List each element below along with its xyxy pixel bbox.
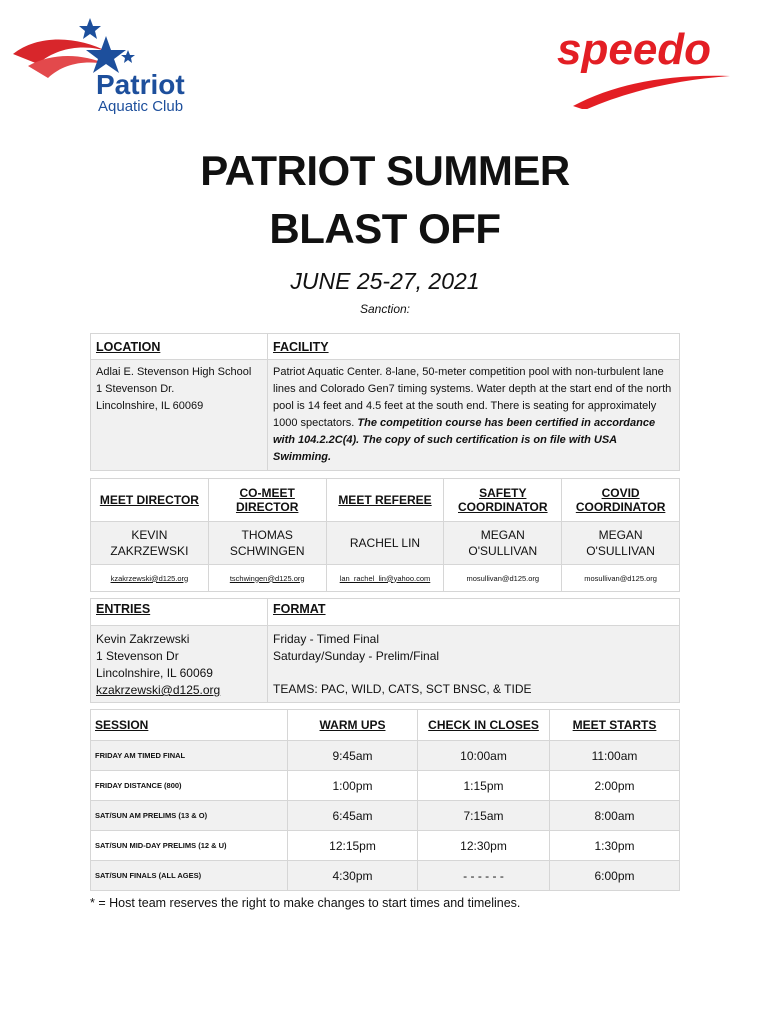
entries-details bbox=[91, 626, 268, 703]
warmup-time: 9:45am bbox=[288, 741, 418, 771]
table-row bbox=[91, 771, 680, 801]
checkin-time: 12:30pm bbox=[418, 831, 550, 861]
logo-text-aquatic-club: Aquatic Club bbox=[98, 98, 184, 114]
entries-format-table bbox=[90, 598, 680, 703]
start-time: 11:00am bbox=[550, 741, 680, 771]
speedo-logo bbox=[555, 14, 735, 109]
staff-email-link[interactable]: tschwingen@d125.org bbox=[208, 565, 326, 592]
start-time: 6:00pm bbox=[550, 861, 680, 891]
session-name: FRIDAY DISTANCE (800) bbox=[91, 771, 288, 801]
warmup-time: 6:45am bbox=[288, 801, 418, 831]
checkin-time: 7:15am bbox=[418, 801, 550, 831]
format-header: FORMAT bbox=[268, 599, 680, 626]
meet-date: JUNE 25-27, 2021 bbox=[290, 268, 480, 294]
staff-role: MEET DIRECTOR bbox=[91, 479, 209, 522]
title-line-1: PATRIOT SUMMER bbox=[200, 147, 570, 194]
checkin-column-header: CHECK IN CLOSES bbox=[418, 710, 550, 741]
meet-staff-table bbox=[90, 478, 680, 592]
facility-description bbox=[268, 360, 680, 471]
table-row bbox=[91, 741, 680, 771]
table-row bbox=[91, 861, 680, 891]
entries-line: 1 Stevenson Dr bbox=[96, 649, 179, 663]
session-column-header: SESSION bbox=[91, 710, 288, 741]
staff-role: CO-MEET DIRECTOR bbox=[208, 479, 326, 522]
format-line: Friday - Timed Final bbox=[273, 632, 380, 646]
staff-name: MEGAN O'SULLIVAN bbox=[444, 522, 562, 565]
session-schedule-table bbox=[90, 709, 680, 891]
format-details bbox=[268, 626, 680, 703]
staff-name: THOMAS SCHWINGEN bbox=[208, 522, 326, 565]
session-name: SAT/SUN FINALS (ALL AGES) bbox=[91, 861, 288, 891]
warmups-column-header: WARM UPS bbox=[288, 710, 418, 741]
staff-email-link[interactable]: lan_rachel_lin@yahoo.com bbox=[326, 565, 444, 592]
staff-email: mosullivan@d125.org bbox=[444, 565, 562, 592]
checkin-time: 10:00am bbox=[418, 741, 550, 771]
staff-name: RACHEL LIN bbox=[326, 522, 444, 565]
location-header: LOCATION bbox=[91, 334, 268, 360]
star-large-icon bbox=[86, 36, 126, 73]
speedo-wordmark: speedo bbox=[557, 25, 712, 74]
staff-email: mosullivan@d125.org bbox=[562, 565, 680, 592]
facility-text: Patriot Aquatic Center. 8-lane, 50-meter competition pool with non-turbulent lane lines and Colorado Gen7 timing systems. Water depth at the start end of the north pool is 14 feet and 4.5 feet at the south end. There is seating for approximately 1000 spectators. bbox=[273, 366, 672, 429]
table-row bbox=[91, 831, 680, 861]
entries-line: Lincolnshire, IL 60069 bbox=[96, 666, 213, 680]
start-time: 2:00pm bbox=[550, 771, 680, 801]
staff-email-link[interactable]: kzakrzewski@d125.org bbox=[91, 565, 209, 592]
location-line: Adlai E. Stevenson High School bbox=[96, 366, 252, 378]
star-small-icon bbox=[79, 18, 101, 39]
format-line: Saturday/Sunday - Prelim/Final bbox=[273, 649, 440, 663]
entries-header: ENTRIES bbox=[91, 599, 268, 626]
page-title bbox=[0, 142, 770, 258]
staff-name: MEGAN O'SULLIVAN bbox=[562, 522, 680, 565]
facility-header: FACILITY bbox=[268, 334, 680, 360]
sanction-label: Sanction: bbox=[359, 302, 411, 316]
logo-text-patriot: Patriot bbox=[96, 69, 185, 100]
title-line-2: BLAST OFF bbox=[269, 205, 501, 252]
entries-email-link[interactable]: kzakrzewski@d125.org bbox=[96, 683, 221, 697]
warmup-time: 12:15pm bbox=[288, 831, 418, 861]
format-teams: TEAMS: PAC, WILD, CATS, SCT BNSC, & TIDE bbox=[273, 682, 532, 696]
warmup-time: 1:00pm bbox=[288, 771, 418, 801]
staff-role: SAFETY COORDINATOR bbox=[444, 479, 562, 522]
start-time: 1:30pm bbox=[550, 831, 680, 861]
table-row bbox=[91, 801, 680, 831]
footnote: * = Host team reserves the right to make changes to start times and timelines. bbox=[90, 896, 521, 910]
warmup-time: 4:30pm bbox=[288, 861, 418, 891]
session-name: FRIDAY AM TIMED FINAL bbox=[91, 741, 288, 771]
meetstarts-column-header: MEET STARTS bbox=[550, 710, 680, 741]
speedo-boomerang-icon bbox=[573, 76, 730, 109]
staff-role: COVID COORDINATOR bbox=[562, 479, 680, 522]
start-time: 8:00am bbox=[550, 801, 680, 831]
checkin-time: 1:15pm bbox=[418, 771, 550, 801]
patriot-aquatic-club-logo bbox=[8, 14, 208, 114]
location-line: Lincolnshire, IL 60069 bbox=[96, 400, 204, 412]
facility-certification: The competition course has been certified in accordance with 104.2.2C(4). The copy of such certification is on file with USA Swimming. bbox=[273, 417, 656, 463]
entries-line: Kevin Zakrzewski bbox=[96, 632, 190, 646]
location-line: 1 Stevenson Dr. bbox=[96, 383, 175, 395]
staff-role: MEET REFEREE bbox=[326, 479, 444, 522]
location-facility-table bbox=[90, 333, 680, 471]
checkin-time: - - - - - - bbox=[418, 861, 550, 891]
location-address bbox=[91, 360, 268, 471]
session-name: SAT/SUN MID-DAY PRELIMS (12 & U) bbox=[91, 831, 288, 861]
staff-name: KEVIN ZAKRZEWSKI bbox=[91, 522, 209, 565]
session-name: SAT/SUN AM PRELIMS (13 & O) bbox=[91, 801, 288, 831]
